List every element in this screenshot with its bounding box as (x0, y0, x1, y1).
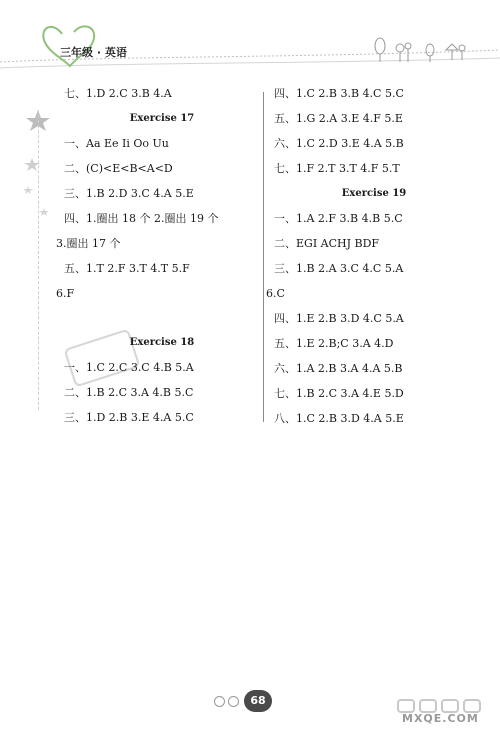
answer-line: 四、1.C 2.B 3.B 4.C 5.C (274, 87, 404, 100)
answer-line: 三、1.D 2.B 3.E 4.A 5.C (64, 411, 194, 424)
tree-icons (375, 38, 465, 62)
answer-line: 五、1.G 2.A 3.E 4.F 5.E (274, 112, 403, 125)
answer-line: 一、Aa Ee Ii Oo Uu (64, 137, 169, 150)
exercise-19-heading: Exercise 19 (341, 188, 407, 199)
answer-line: 四、1.E 2.B 3.D 4.C 5.A (274, 312, 404, 325)
circle-icon (228, 696, 239, 707)
right-column (266, 86, 474, 436)
answer-line: 二、1.B 2.C 3.A 4.B 5.C (64, 386, 194, 399)
answer-line: 七、1.D 2.C 3.B 4.A (64, 87, 172, 100)
answer-line: 五、1.E 2.B;C 3.A 4.D (274, 337, 394, 350)
watermark-url: MXQE.COM (402, 712, 479, 725)
grade-subject-label: 三年级 · 英语 (60, 46, 127, 59)
column-divider (263, 92, 264, 422)
answer-line: 五、1.T 2.F 3.T 4.T 5.F (64, 262, 190, 275)
exercise-17-heading: Exercise 17 (129, 113, 195, 124)
answer-line: 八、1.C 2.B 3.D 4.A 5.E (274, 412, 404, 425)
answer-line: 七、1.F 2.T 3.T 4.F 5.T (274, 162, 400, 175)
answer-line: 六、1.C 2.D 3.E 4.A 5.B (274, 137, 404, 150)
page-number: 68 (244, 690, 272, 712)
answer-line: 一、1.C 2.C 3.C 4.B 5.A (64, 361, 194, 374)
answer-line: 6.F (56, 287, 75, 300)
answer-line: 六、1.A 2.B 3.A 4.A 5.B (274, 362, 403, 375)
answer-line: 三、1.B 2.D 3.C 4.A 5.E (64, 187, 194, 200)
answer-line: 七、1.B 2.C 3.A 4.E 5.D (274, 387, 404, 400)
circle-icon (214, 696, 225, 707)
answer-line: 6.C (266, 287, 285, 300)
answer-line: 3.圈出 17 个 (56, 237, 121, 250)
answer-line: 三、1.B 2.A 3.C 4.C 5.A (274, 262, 404, 275)
answer-line: 一、1.A 2.F 3.B 4.B 5.C (274, 212, 403, 225)
answer-line: 二、(C)<E<B<A<D (64, 162, 173, 175)
answer-line: 四、1.圈出 18 个 2.圈出 19 个 (64, 212, 219, 225)
vertical-dashed-line (38, 110, 39, 410)
exercise-18-heading: Exercise 18 (129, 337, 195, 348)
answer-line: 二、EGI ACHJ BDF (274, 237, 380, 250)
left-column (56, 86, 260, 435)
